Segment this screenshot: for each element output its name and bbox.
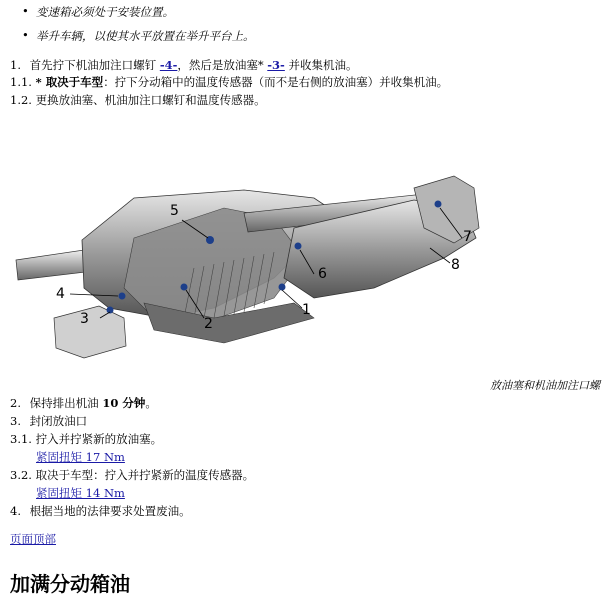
callout-6: 6: [318, 266, 327, 282]
callout-1: 1: [302, 302, 311, 318]
torque-17-link[interactable]: 紧固扭矩 17 Nm: [36, 450, 125, 464]
transmission-figure: [14, 168, 484, 368]
callout-4: 4: [56, 286, 65, 302]
step-4: 4. 根据当地的法律要求处置废油。: [10, 504, 191, 518]
figure-caption: 放油塞和机油加注口螺: [490, 379, 600, 392]
step-1: 1. 首先拧下机油加注口螺钉 -4-，然后是放油塞* -3- 并收集机油。: [10, 58, 358, 72]
callout-2: 2: [204, 316, 213, 332]
note-1: • 变速箱必须处于安装位置。: [22, 4, 160, 20]
section-heading: 加满分动箱油: [10, 572, 130, 596]
step-1-1: 1.1. * 取决于车型：拧下分动箱中的温度传感器（而不是右侧的放油塞）并收集机油。: [10, 75, 449, 89]
callout-3: 3: [80, 311, 89, 327]
callout-7: 7: [463, 229, 472, 245]
ref-4-link[interactable]: -4-: [159, 58, 178, 72]
step-3-1: 3.1. 拧入并拧紧新的放油塞。: [10, 432, 163, 446]
step-2: 2. 保持排出机油 10 分钟。: [10, 396, 157, 410]
step-3-2: 3.2. 取决于车型：拧入并拧紧新的温度传感器。: [10, 468, 255, 482]
step-1-2: 1.2. 更换放油塞、机油加注口螺钉和温度传感器。: [10, 93, 266, 107]
ref-3-link[interactable]: -3-: [267, 58, 285, 72]
callout-8: 8: [451, 257, 460, 273]
note-2: • 举升车辆，以使其水平放置在举升平台上。: [22, 28, 241, 44]
step-3: 3. 封闭放油口: [10, 414, 88, 428]
torque-14-link[interactable]: 紧固扭矩 14 Nm: [36, 486, 125, 500]
page-top-link[interactable]: 页面顶部: [10, 532, 56, 546]
callout-5: 5: [170, 203, 179, 219]
